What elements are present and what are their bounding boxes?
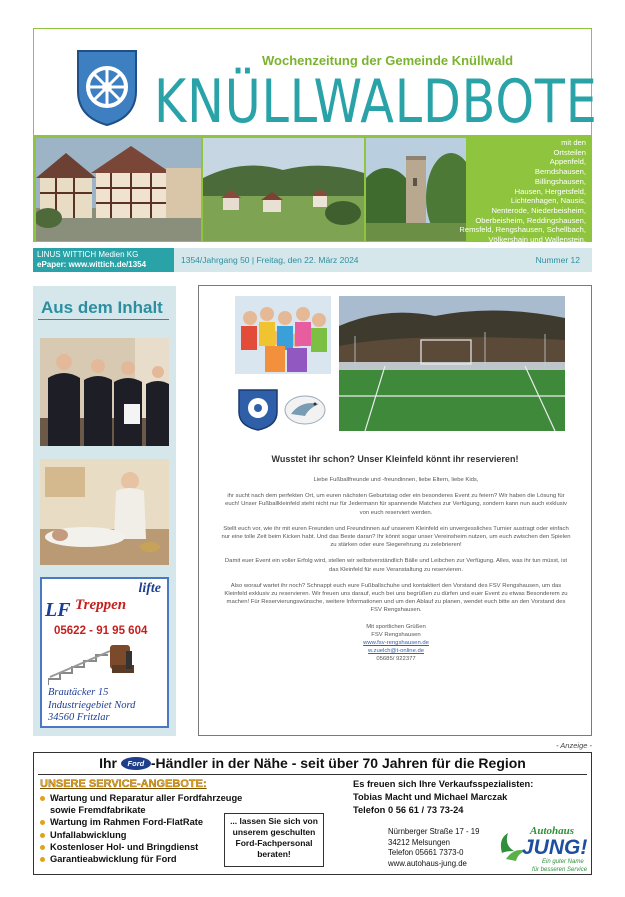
ad-brand-treppen: Treppen [75,597,127,613]
logo-top: Autohaus [530,825,575,837]
stairlift-icon [48,641,162,685]
epaper-link[interactable]: ePaper: www.wittich.de/1354 [37,260,147,269]
ad-address-line: 34560 Fritzlar [48,712,110,723]
logo-tagline: für besseren Service [532,867,588,873]
contents-sidebar [33,286,176,736]
places-line: Ortsteilen [553,147,586,157]
service-text: Unfallabwicklung [50,829,127,840]
dealer-address [388,827,479,869]
article-paragraph: Stellt euch vor, wie ihr mit euren Freunden und Freundinnen auf unserem Kleinfeld ein unvergessliches Turnier austragt oder einfach nur eine tolle Zeit beim Kicken habt. Und das Beste daran? Ihr könnt sogar unser Vereinsheim nutzen, um euch zwischen den Spielen zu stärken oder eure Siegerehrung zu zelebrieren! [221,525,571,549]
ad-phone: 05622 - 91 95 604 [54,625,148,637]
issue-details: 1354/Jahrgang 50 | Freitag, den 22. März 2024 [181,255,359,265]
bullet-icon [40,820,45,825]
bullet-icon [40,857,45,862]
publisher-box [33,248,174,272]
specialists-line: Tobias Macht und Michael Marczak [353,792,508,802]
ad-address-line: Industriegebiet Nord [48,699,136,711]
divider [38,774,587,775]
places-line: Nenterode, Niederbeisheim, [491,205,586,215]
places-list [446,138,586,245]
address-line: Nürnberger Straße 17 - 19 [388,827,480,836]
service-text: Wartung im Rahmen Ford-FlatRate [50,817,204,828]
article-paragraph: Also worauf wartet ihr noch? Schnappt euch eure Fußballschuhe und kontaktiert den Vorstand des FSV Rengshausen, um das Kleinfeld exklusiv zu reservieren. Wir freuen uns darauf, euch bei uns begrüßen zu dürfen und euer Event zu etwas Besonderem zu machen! Für Reservierungswünsche, weitere Informationen und um den Ablauf zu planen, wendet euch bitte an den Vorstand des FSV Rengshausen. [224,582,568,614]
callout-line: Ford-Fachpersonal [235,838,313,848]
places-line: Berndshausen, [534,167,586,177]
specialists-line: Es freuen sich Ihre Verkaufsspezialisten: [353,779,534,789]
bird-logo [285,396,325,424]
issue-info-bar [33,248,592,272]
article-headline: Wusstet ihr schon? Unser Kleinfeld könnt ihr reservieren! [271,454,519,464]
headline-prefix: Ihr [99,755,117,771]
ad-label: - Anzeige - [556,741,592,750]
photo-kids [235,296,331,374]
publisher-name: LINUS WITTICH Medien KG [37,250,139,259]
sales-specialists [353,778,533,817]
ford-logo-icon: Ford [121,757,151,770]
address-line: Telefon 05661 7373-0 [388,848,464,857]
article-closing: Mit sportlichen Grüßen [366,623,426,630]
service-item [40,804,242,816]
places-line: Remsfeld, Rengshausen, Schellbach, [459,225,586,235]
dealer-website-link[interactable]: www.autohaus-jung.de [388,858,467,868]
services-title: UNSERE SERVICE-ANGEBOTE: [40,778,207,790]
masthead [33,28,598,245]
club-website-link[interactable]: www.fsv-rengshausen.de [363,640,429,647]
logo-name: JUNG! [522,836,588,859]
callout-line: beraten! [257,849,291,859]
photo-group-men[interactable] [40,338,169,446]
callout-line: unserem geschulten [232,827,316,837]
bullet-icon [40,845,45,850]
places-line: Lichtenhagen, Nausis, [510,196,586,206]
photo-village-landscape [203,138,364,241]
photo-massage-treatment[interactable] [40,459,169,565]
photo-timber-houses [36,138,201,241]
consultation-callout [224,813,324,867]
services-list [40,792,242,865]
callout-line: ... lassen Sie sich von [230,816,318,826]
service-text: Kostenloser Hol- und Bringdienst [50,841,199,852]
specialists-line: Telefon 0 56 61 / 73 73-24 [353,805,464,815]
article-paragraph: Damit euer Event ein voller Erfolg wird, stellen wir selbstverständlich Bälle und Leibchen zur Verfügung. Alles, was ihr tun müsst, ist das Kleinfeld für eure Veranstaltung zu reservieren. [224,558,568,573]
places-line: Appenfeld, [549,157,586,167]
sidebar-title: Aus dem Inhalt [41,298,163,317]
article-paragraph: Liebe Fußballfreunde und -freundinnen, liebe Eltern, liebe Kids, [313,477,479,483]
article-paragraph: ihr sucht nach dem perfekten Ort, um euren nächsten Geburtstag oder ein besonderes Event zu feiern? Wir haben die Lösung für euch! Unser Fußballkleinfeld steht nicht nur für Jedermann für spannende Matches zur Verfügung, sondern kann nun auch exklusiv von euch reserviert werden. [225,493,567,516]
service-text: sowie Fremdfabrikate [50,805,146,816]
article-body [221,476,571,664]
article-club: FSV Rengshausen [371,631,421,638]
masthead-title-area [33,28,598,137]
stairlift-ad[interactable] [40,577,169,728]
ad-brand-lf: LF [45,599,71,621]
ad-address [48,687,135,725]
places-line: Hausen, Hergetsfeld, [514,186,586,196]
club-phone: 05685/ 922377 [376,656,416,663]
headline-suffix: -Händler in der Nähe - seit über 70 Jahren für die Region [150,755,526,771]
bullet-icon [40,796,45,801]
ad-brand-lifte: lifte [138,581,161,596]
places-line: Billingshausen, [534,176,586,186]
logo-tagline: Ein guter Name [542,859,584,865]
issue-number: Nummer 12 [535,255,580,265]
service-item [40,792,242,804]
service-text: Wartung und Reparatur aller Fordfahrzeuge [50,793,243,803]
club-email-link[interactable]: w.zuelch@t-online.de [367,648,425,655]
article-images [235,296,565,431]
service-item [40,829,242,841]
places-line: Oberbeisheim, Reddingshausen, [475,215,586,225]
service-item [40,853,242,865]
feature-article [198,285,592,736]
ford-ad-headline [34,755,591,771]
coat-of-arms-icon [76,49,138,127]
places-line: mit den [561,138,586,147]
newspaper-subtitle: Wochenzeitung der Gemeinde Knüllwald [262,53,514,68]
places-line: Völkershain und Wallenstein. [488,235,586,245]
service-item [40,841,242,853]
photo-football-field [339,296,565,431]
newspaper-title: KNÜLLWALDBOTE [154,67,598,137]
autohaus-jung-logo [492,821,590,873]
fsv-club-emblem [239,390,277,430]
ford-dealer-ad[interactable] [33,752,592,875]
ad-address-line: Brautäcker 15 [48,687,109,698]
address-line: 34212 Melsungen [388,837,450,847]
divider [38,319,169,320]
service-text: Garantieabwicklung für Ford [50,854,177,865]
bullet-icon [40,833,45,838]
service-item [40,816,242,828]
